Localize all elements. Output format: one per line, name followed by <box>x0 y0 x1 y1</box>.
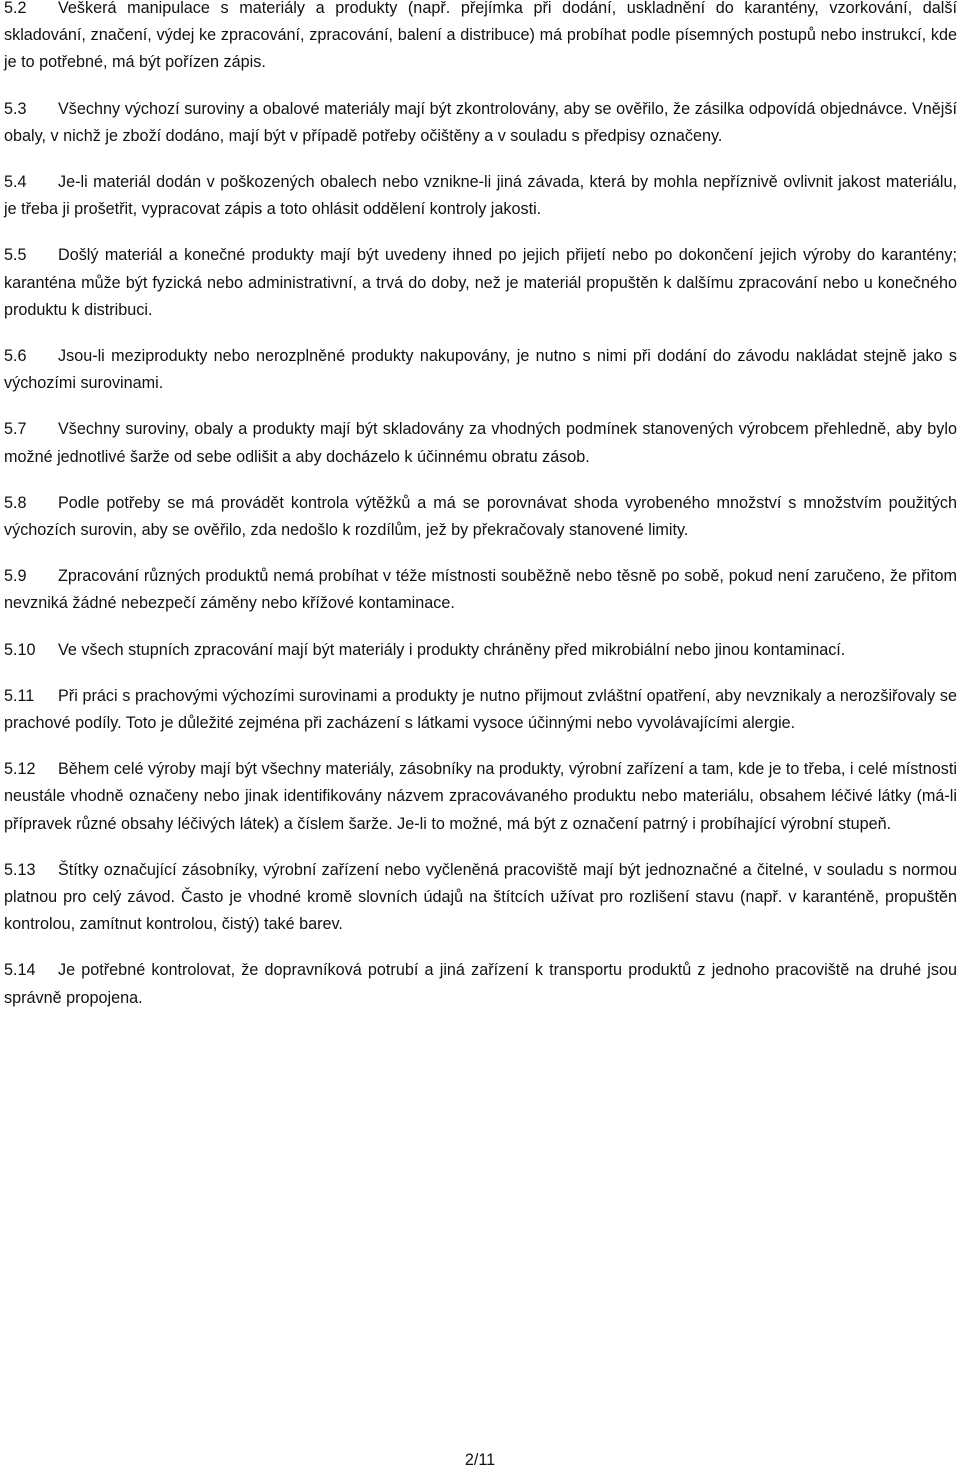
paragraph-5-5 <box>4 242 957 324</box>
paragraph-text: Jsou-li meziprodukty nebo nerozplněné produkty nakupovány, je nutno s nimi při dodání do závodu nakládat stejně jako s výchozími surovinami. <box>4 347 957 393</box>
paragraph-number: 5.12 <box>4 760 36 779</box>
paragraph-number: 5.7 <box>4 420 27 439</box>
paragraph-5-4 <box>4 169 957 223</box>
paragraph-5-12 <box>4 756 957 838</box>
paragraph-text: Všechny suroviny, obaly a produkty mají být skladovány za vhodných podmínek stanovených výrobcem přehledně, aby bylo možné jednotlivé šarže od sebe odlišit a aby docházelo k účinnému obratu zásob. <box>4 420 957 466</box>
paragraph-number: 5.6 <box>4 347 27 366</box>
paragraph-5-2 <box>4 0 957 77</box>
paragraph-text: Štítky označující zásobníky, výrobní zařízení nebo vyčleněná pracoviště mají být jednoznačné a čitelné, v souladu s normou platnou pro celý závod. Často je vhodné kromě slovních údajů na štítcích užívat pro rozlišení stavu (např. v karanténě, propuštěn kontrolou, zamítnut kontrolou, čistý) také barev. <box>4 860 957 934</box>
page-footer <box>0 1448 960 1472</box>
paragraph-5-14 <box>4 957 957 1011</box>
paragraph-text: Došlý materiál a konečné produkty mají být uvedeny ihned po jejich přijetí nebo po dokončení jejich výroby do karantény; karanténa může být fyzická nebo administrativní, a trvá do doby, než je materiál propuštěn k dalšímu zpracování nebo u konečného produktu k distribuci. <box>4 246 957 319</box>
paragraph-text: Je-li materiál dodán v poškozených obalech nebo vznikne-li jiná závada, která by mohla nepříznivě ovlivnit jakost materiálu, je třeba ji prošetřit, vypracovat zápis a toto ohlásit oddělení kontroly jakosti. <box>4 173 957 219</box>
paragraph-text: Během celé výroby mají být všechny materiály, zásobníky na produkty, výrobní zařízení a tam, kde je to třeba, i celé místnosti neustále vhodně označeny nebo jinak identifikovány názvem zpracovávaného produktu nebo materiálu, obsahem léčivé látky (má-li přípravek různé obsahy léčivých látek) a číslem šarže. Je-li to možné, má být z označení patrný i probíhající výrobní stupeň. <box>4 760 957 833</box>
paragraph-5-7 <box>4 416 957 470</box>
paragraph-number: 5.5 <box>4 246 27 265</box>
paragraph-5-11 <box>4 683 957 737</box>
paragraph-text: Zpracování různých produktů nemá probíhat v téže místnosti souběžně nebo těsně po sobě, pokud není zaručeno, že přitom nevzniká žádné nebezpečí záměny nebo křížové kontaminace. <box>4 567 957 613</box>
paragraph-number: 5.11 <box>4 686 35 705</box>
paragraph-number: 5.3 <box>4 99 27 118</box>
paragraph-number: 5.4 <box>4 173 27 192</box>
paragraph-text: Je potřebné kontrolovat, že dopravníková potrubí a jiná zařízení k transportu produktů z jednoho pracoviště na druhé jsou správně propojena. <box>4 961 957 1007</box>
paragraph-text: Ve všech stupních zpracování mají být materiály i produkty chráněny před mikrobiální nebo jinou kontaminací. <box>58 640 846 659</box>
paragraph-5-10 <box>4 637 957 664</box>
paragraph-text: Všechny výchozí suroviny a obalové materiály mají být zkontrolovány, aby se ověřilo, že zásilka odpovídá objednávce. Vnější obaly, v nichž je zboží dodáno, mají být v případě potřeby očištěny a v souladu s předpisy označeny. <box>4 99 957 145</box>
paragraph-number: 5.13 <box>4 860 36 879</box>
paragraph-text: Veškerá manipulace s materiály a produkty (např. přejímka při dodání, uskladnění do karantény, vzorkování, další skladování, značení, výdej ke zpracování, zpracování, balení a distribuce) má probíhat podle písemných postupů nebo instrukcí, kde je to potřebné, má být pořízen zápis. <box>4 0 957 72</box>
paragraph-number: 5.2 <box>4 0 27 17</box>
paragraph-text: Při práci s prachovými výchozími surovinami a produkty je nutno přijmout zvláštní opatření, aby nevznikaly a nerozšiřovaly se prachové podíly. Toto je důležité zejména při zacházení s látkami vysoce účinnými nebo vyvolávajícími alergie. <box>4 686 957 733</box>
paragraph-number: 5.9 <box>4 567 27 586</box>
paragraph-text: Podle potřeby se má provádět kontrola výtěžků a má se porovnávat shoda vyrobeného množství s množstvím použitých výchozích surovin, aby se ověřilo, zda nedošlo k rozdílům, jež by překračovaly stanovené limity. <box>4 493 957 540</box>
paragraph-number: 5.10 <box>4 640 36 659</box>
paragraph-5-8 <box>4 490 957 544</box>
paragraph-5-3 <box>4 96 957 150</box>
paragraph-number: 5.14 <box>4 961 36 980</box>
page-number: 2/11 <box>464 1451 496 1469</box>
paragraph-number: 5.8 <box>4 493 27 512</box>
paragraph-5-9 <box>4 563 957 617</box>
paragraph-5-13 <box>4 857 957 939</box>
paragraph-5-6 <box>4 343 957 397</box>
